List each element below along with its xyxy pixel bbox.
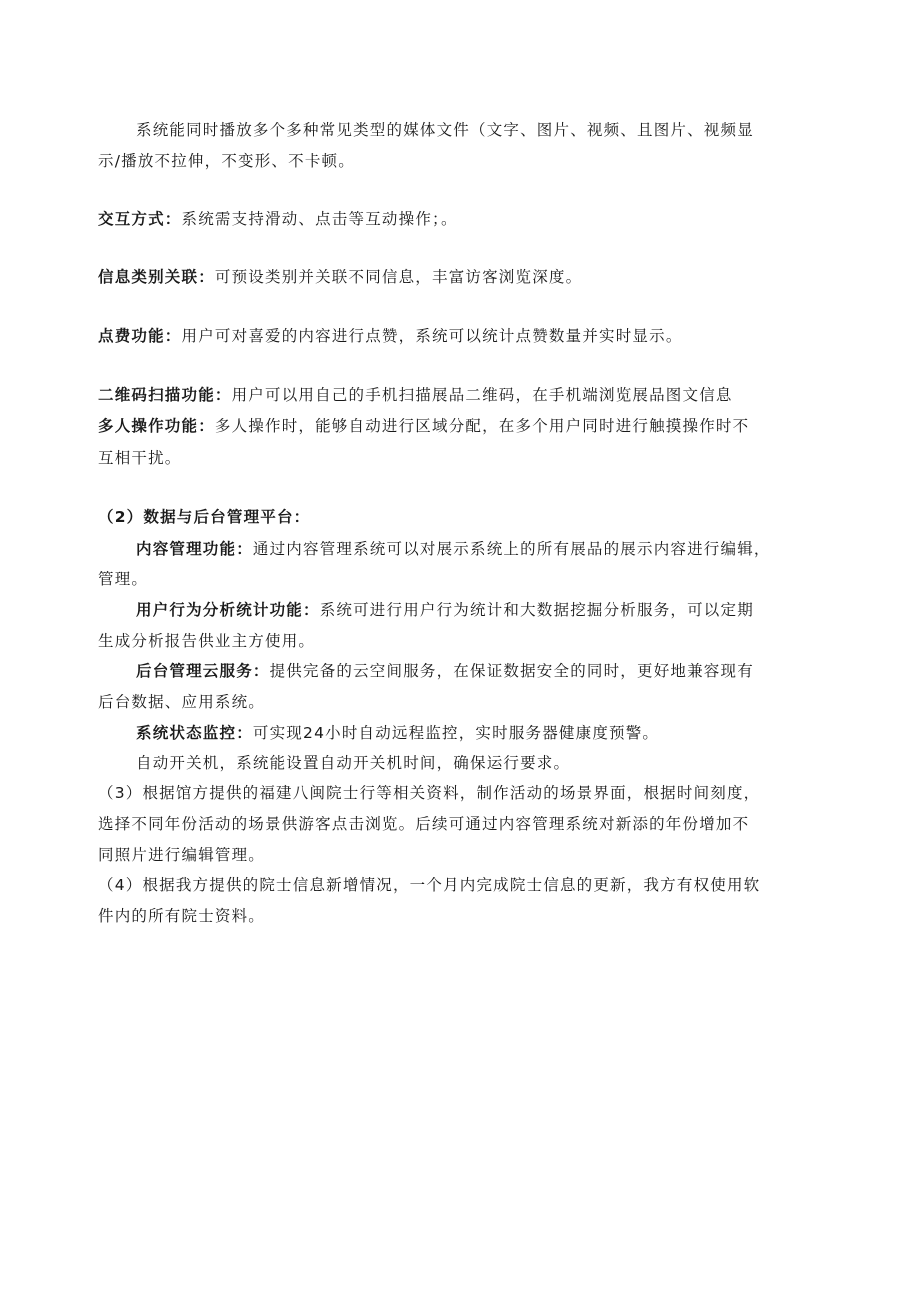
feature-qr-scan (98, 385, 733, 405)
feature-label: 交互方式： (98, 210, 182, 228)
item-label: 用户行为分析统计功能： (136, 601, 320, 619)
item-text: 可实现24小时自动远程监控，实时服务器健康度预警。 (252, 724, 660, 742)
feature-text: 可预设类别并关联不同信息，丰富访客浏览深度。 (214, 268, 583, 286)
item-status-monitor (136, 723, 659, 743)
feature-multi-user (98, 416, 749, 436)
item-label: 后台管理云服务： (136, 662, 270, 680)
auto-power-line: 自动开关机，系统能设置自动开关机时间，确保运行要求。 (136, 754, 571, 772)
feature-multi-user-cont: 互相干扰。 (98, 449, 182, 467)
item-user-analytics-cont: 生成分析报告供业主方使用。 (98, 632, 316, 650)
item3-line2: 选择不同年份活动的场景供游客点击浏览。后续可通过内容管理系统对新添的年份增加不 (98, 815, 750, 833)
item-text: 通过内容管理系统可以对展示系统上的所有展品的展示内容进行编辑， (252, 540, 771, 558)
feature-text: 用户可对喜爱的内容进行点赞，系统可以统计点赞数量并实时显示。 (181, 327, 683, 345)
item3-line3: 同照片进行编辑管理。 (98, 846, 266, 864)
feature-label: 二维码扫描功能： (98, 386, 232, 404)
paragraph-media-line2: 示/播放不拉伸，不变形、不卡顿。 (98, 152, 355, 170)
section-heading: （2）数据与后台管理平台： (98, 508, 311, 526)
item-content-management-cont: 管理。 (98, 570, 149, 588)
paragraph-media-line1: 系统能同时播放多个多种常见类型的媒体文件（文字、图片、视频、且图片、视频显 (136, 121, 754, 139)
feature-text: 系统需支持滑动、点击等互动操作；。 (181, 210, 458, 228)
item-label: 内容管理功能： (136, 540, 253, 558)
item4-line1: （4）根据我方提供的院士信息新增情况，一个月内完成院士信息的更新，我方有权使用软 (98, 876, 761, 894)
item3-line1: （3）根据馆方提供的福建八闽院士行等相关资料，制作活动的场景界面，根据时间刻度， (98, 784, 761, 802)
feature-text: 用户可以用自己的手机扫描展品二维码，在手机端浏览展品图文信息 (231, 386, 733, 404)
feature-like (98, 326, 683, 346)
item4-line2: 件内的所有院士资料。 (98, 907, 266, 925)
item-label: 系统状态监控： (136, 724, 253, 742)
feature-interaction (98, 209, 458, 229)
feature-category-link (98, 267, 582, 287)
item-user-analytics (136, 600, 754, 620)
item-text: 提供完备的云空间服务，在保证数据安全的同时，更好地兼容现有 (269, 662, 754, 680)
feature-label: 点费功能： (98, 327, 182, 345)
feature-text: 多人操作时，能够自动进行区域分配，在多个用户同时进行触摸操作时不 (214, 417, 750, 435)
item-cloud-service (136, 661, 754, 681)
item-cloud-service-cont: 后台数据、应用系统。 (98, 693, 266, 711)
feature-label: 多人操作功能： (98, 417, 215, 435)
feature-label: 信息类别关联： (98, 268, 215, 286)
item-text: 系统可进行用户行为统计和大数据挖掘分析服务，可以定期 (319, 601, 754, 619)
item-content-management (136, 539, 771, 559)
